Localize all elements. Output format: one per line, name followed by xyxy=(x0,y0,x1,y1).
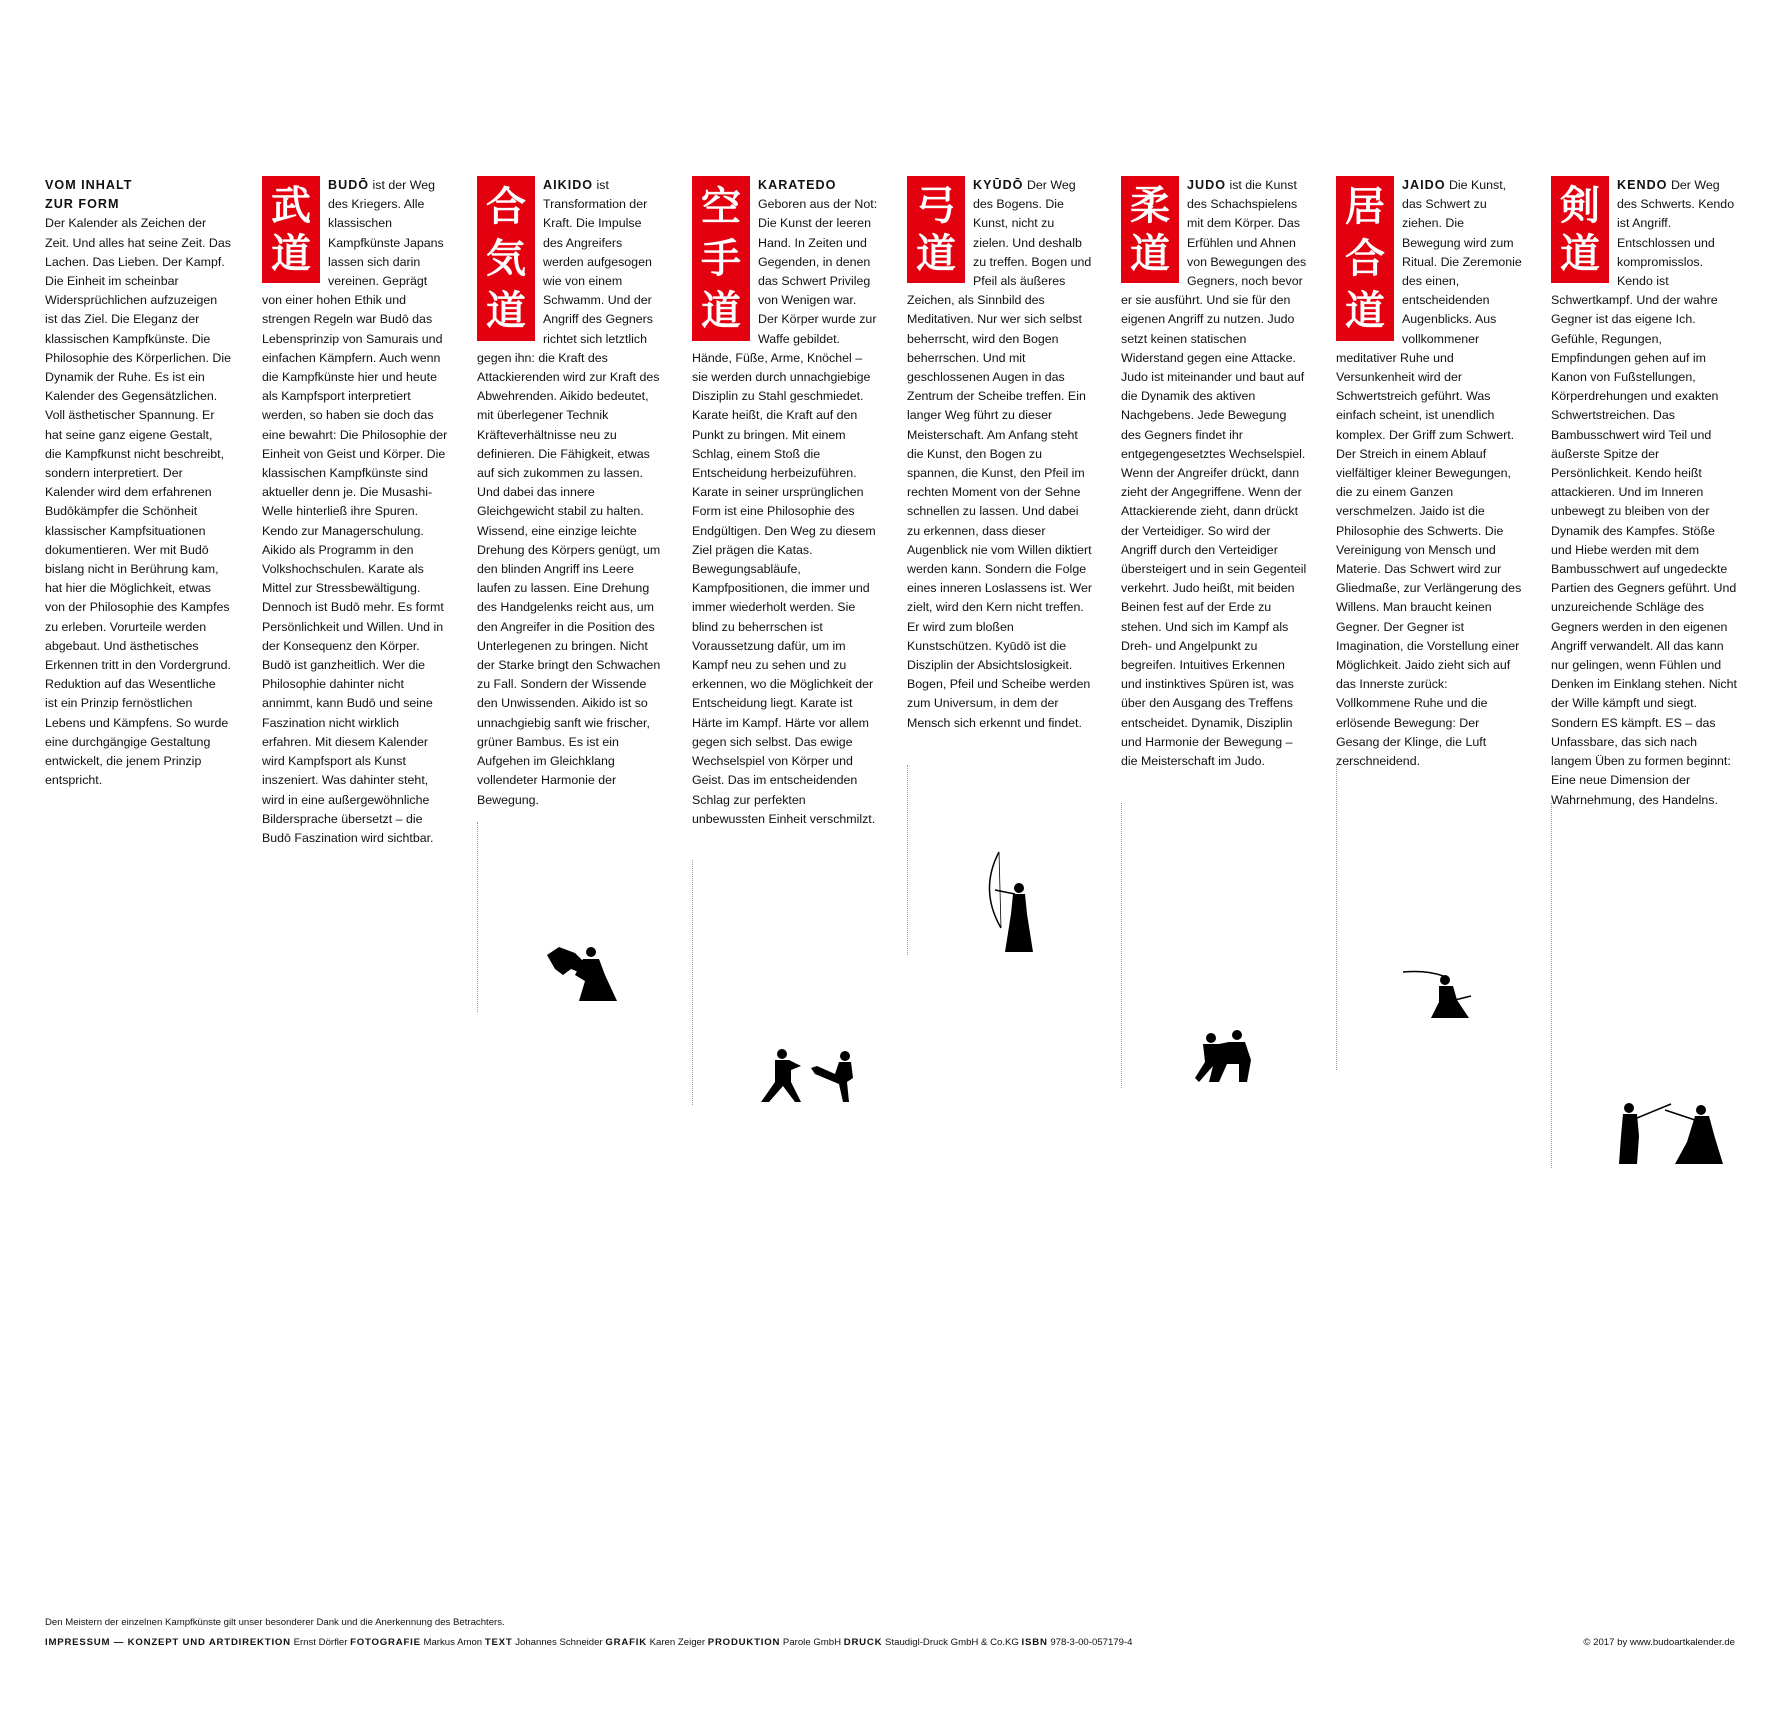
column-aikido xyxy=(477,176,663,810)
column-title: VOM INHALT ZUR FORM xyxy=(45,178,133,212)
column-text: Die Kunst, das Schwert zu ziehen. Die Bewegung wird zum Ritual. Die Zeremonie des einen, entscheidenden Augenblicks. Aus vollkommener meditativer Ruhe und Versunkenheit wird der Schwertstreich geführt. Was einfach scheint, ist unendlich komplex. Der Griff zum Schwert. Der Streich in einem Ablauf vielfältiger kleiner Bewegungen, die zu einem Ganzen verschmelzen. Jaido ist die Philosophie des Schwerts. Die Vereinigung von Mensch und Materie. Das Schwert wird zur Gliedmaße, zur Verlängerung des Willens. Man braucht keinen Gegner. Der Gegner ist Imagination, die Vorstellung einer Möglichkeit. Jaido zieht sich auf das Innerste zurück: Vollkommene Ruhe und die erlösende Bewegung: Der Gesang der Klinge, die Luft zerschneidend. xyxy=(1336,178,1522,769)
kanji-char: 剣 xyxy=(1560,181,1600,229)
judo-silhouette-icon xyxy=(1195,1030,1255,1085)
column-title: KARATEDO xyxy=(758,178,837,192)
kanji-char: 武 xyxy=(271,181,311,229)
kyudo-archer-silhouette-icon xyxy=(985,850,1035,955)
druck-label: DRUCK xyxy=(843,1637,883,1648)
isbn-label: ISBN xyxy=(1021,1637,1048,1648)
column-budo xyxy=(262,176,448,848)
aikido-silhouette-icon xyxy=(545,945,625,1005)
dotted-divider xyxy=(477,822,478,1012)
kanji-badge-kyudo xyxy=(907,176,965,283)
kanji-badge-aikido xyxy=(477,176,535,341)
fotografie-value: Markus Amon xyxy=(423,1637,483,1648)
text-label: TEXT xyxy=(484,1637,513,1648)
dotted-divider xyxy=(907,765,908,955)
dotted-divider xyxy=(1551,803,1552,1168)
isbn-value: 978-3-00-057179-4 xyxy=(1050,1637,1133,1648)
column-kyudo xyxy=(907,176,1093,733)
grafik-value: Karen Zeiger xyxy=(649,1637,706,1648)
column-text: ist die Kunst des Schachspielens mit dem Körper. Das Erfühlen und Ahnen von Bewegungen des Gegners, noch bevor er sie ausführt. Und sie für den eigenen Angriff zu nutzen. Judo setzt keinen statischen Widerstand gegen eine Attacke. Judo ist miteinander und baut auf die Dynamik des aktiven Nachgebens. Jede Bewegung des Gegners findet ihr entgegengesetztes Wechselspiel. Wenn der Angreifer drückt, dann zieht der Angegriffene. Wenn der Attackierende zieht, dann drückt der Verteidiger. So wird der Angriff durch den Verteidiger übersteigert und in sein Gegenteil verkehrt. Judo heißt, mit beiden Beinen fest auf der Erde zu stehen. Und sich im Kampf als Dreh- und Angelpunkt zu begreifen. Intuitives Erkennen und instinktives Spüren ist, was über den Ausgang des Treffens entscheidet. Dynamik, Disziplin und Harmonie der Bewegung – die Meisterschaft im Judo. xyxy=(1121,178,1307,769)
kanji-badge-budo xyxy=(262,176,320,283)
kanji-badge-karatedo xyxy=(692,176,750,341)
impressum-label: IMPRESSUM — KONZEPT UND ARTDIREKTION xyxy=(45,1637,291,1648)
kanji-char: 弓 xyxy=(916,181,956,229)
kanji-char: 合 xyxy=(486,182,526,230)
kanji-char: 道 xyxy=(271,229,311,277)
produktion-value: Parole GmbH xyxy=(782,1637,842,1648)
produktion-label: PRODUKTION xyxy=(707,1637,781,1648)
fotografie-label: FOTOGRAFIE xyxy=(350,1637,421,1648)
column-text: Der Kalender als Zeichen der Zeit. Und alles hat seine Zeit. Das Lachen. Das Lieben. Der Kampf. Die Einheit im scheinbar Widersprüchlichen aufzuzeigen ist das Ziel. Die Eleganz der klassischen Kampfkünste. Die Philosophie des Körperlichen. Die Dynamik der Ruhe. Es ist ein Kalender des Gegensätzlichen. Voll ästhetischer Spannung. Er hat seine ganz eigene Gestalt, die Kampfkunst nicht beschreibt, sondern interpretiert. Der Kalender wird dem erfahrenen Budōkämpfer die Schönheit klassischer Kampfsituationen dokumentieren. Wer mit Budō bislang nicht in Berührung kam, hat hier die Möglichkeit, etwas von der Philosophie des Kampfes zu erleben. Vorurteile werden abgebaut. Und ästhetisches Erkennen tritt in den Vordergrund. Reduktion auf das Wesentliche ist ein Prinzip fernöstlichen Lebens und Kämpfens. So wurde eine durchgängige Gestaltung entwickelt, die jenem Prinzip entspricht. xyxy=(45,216,231,788)
column-intro xyxy=(45,176,231,791)
kanji-badge-kendo xyxy=(1551,176,1609,283)
kanji-char: 道 xyxy=(701,286,741,334)
column-text: ist Transformation der Kraft. Die Impulse des Angreifers werden aufgesogen wie von einem Schwamm. Und der Angriff des Gegners richtet sich letztlich gegen ihn: die Kraft des Attackierenden wird zur Kraft des Abwehrenden. Aikido bedeutet, mit überlegener Technik Kräfteverhältnisse neu zu definieren. Die Fähigkeit, etwas auf sich zukommen zu lassen. Und dabei das innere Gleichgewicht stabil zu halten. Wissend, eine einzige leichte Drehung des Körpers genügt, um den blinden Angriff ins Leere laufen zu lassen. Eine Drehung des Handgelenks reicht aus, um den Angreifer in die Position des Unterlegenen zu bringen. Nicht der Starke bringt den Schwachen zu Fall. Sondern der Wissende den Unwissenden. Aikido ist so unnachgiebig sanft wie frischer, grüner Bambus. Es ist ein Aufgehen im Gleichklang vollendeter Harmonie der Bewegung. xyxy=(477,178,661,807)
column-karatedo xyxy=(692,176,878,829)
kanji-char: 道 xyxy=(1560,229,1600,277)
column-title: JAIDO xyxy=(1402,178,1446,192)
jaido-swordsman-silhouette-icon xyxy=(1403,970,1475,1020)
column-text: Geboren aus der Not: Die Kunst der leeren Hand. In Zeiten und Gegenden, in denen das Schwert Privileg von Wenigen war. Der Körper wurde zur Waffe gebildet. Hände, Füße, Arme, Knöchel – sie werden durch unnachgiebige Disziplin zu Stahl geschmiedet. Karate heißt, die Kraft auf den Punkt zu bringen. Mit einem Schlag, einem Stoß die Entscheidung herbeizuführen. Karate in seiner ursprünglichen Form ist eine Philosophie des Endgültigen. Den Weg zu diesem Ziel prägen die Katas. Bewegungsabläufe, Kampfpositionen, die immer und immer wiederholt werden. Sie blind zu beherrschen ist Voraussetzung dafür, um im Kampf neu zu sehen und zu erkennen, wo die Möglichkeit der Entscheidung liegt. Karate ist Härte im Kampf. Härte vor allem gegen sich selbst. Das ewige Wechselspiel von Körper und Geist. Das im entscheidenden Schlag zur perfekten unbewussten Einheit verschmilzt. xyxy=(692,197,878,826)
footer-impressum xyxy=(45,1636,1133,1649)
column-title: AIKIDO xyxy=(543,178,594,192)
text-value: Johannes Schneider xyxy=(515,1637,603,1648)
kanji-char: 道 xyxy=(916,229,956,277)
kanji-char: 合 xyxy=(1345,234,1385,282)
column-judo xyxy=(1121,176,1307,771)
kanji-char: 居 xyxy=(1345,182,1385,230)
column-text: Der Weg des Bogens. Die Kunst, nicht zu zielen. Und deshalb zu treffen. Bogen und Pfeil als äußeres Zeichen, als Sinnbild des Meditativen. Nur wer sich selbst beherrscht, wird den Bogen beherrschen. Und mit geschlossenen Augen in das Zentrum der Scheibe treffen. Ein langer Weg führt zu dieser Meisterschaft. Am Anfang steht die Kunst, den Bogen zu spannen, die Kunst, den Pfeil im rechten Moment von der Sehne schnellen zu lassen. Und dabei zu erkennen, dass dieser Augenblick nie vom Willen diktiert werden kann. Sondern die Folge eines inneren Loslassens ist. Wer zielt, wird den Kern nicht treffen. Er wird zum bloßen Kunstschützen. Kyūdō ist die Disziplin der Absichtslosigkeit. Bogen, Pfeil und Scheibe werden zum Universum, in dem der Mensch sich erkennt und findet. xyxy=(907,178,1093,730)
karate-silhouette-icon xyxy=(755,1048,860,1104)
kendo-silhouette-icon xyxy=(1615,1098,1725,1166)
kanji-badge-jaido xyxy=(1336,176,1394,341)
column-text: ist der Weg des Kriegers. Alle klassischen Kampfkünste Japans lassen sich darin vereinen. Geprägt von einer hohen Ethik und strengen Regeln war Budō das Lebensprinzip von Samurais und einfachen Kämpfern. Auch wenn die Kampfkünste hier und heute als Kampfsport interpretiert werden, so haben sie doch das eine bewahrt: Die Philosophie der Einheit von Geist und Körper. Die klassischen Kampfkünste sind aktueller denn je. Die Musashi-Welle hinterließ ihre Spuren. Kendo zur Managerschulung. Aikido als Programm in den Volkshochschulen. Karate als Mittel zur Stressbewältigung. Dennoch ist Budō mehr. Es formt Persönlichkeit und Willen. Und in der Konsequenz den Körper. Budō ist ganzheitlich. Wer die Philosophie dahinter nicht annimmt, kann Budō und seine Faszination nicht wirklich erfahren. Mit diesem Kalender wird Kampfsport als Kunst inszeniert. Was dahinter steht, wird in eine außergewöhnliche Bildersprache übersetzt – die Budō Faszination wird sichtbar. xyxy=(262,178,448,845)
kanji-char: 道 xyxy=(1130,229,1170,277)
dotted-divider xyxy=(692,860,693,1105)
footer-thanks: Den Meistern der einzelnen Kampfkünste gilt unser besonderer Dank und die Anerkennung des Betrachters. xyxy=(45,1617,505,1628)
column-kendo xyxy=(1551,176,1737,810)
column-title: KYŪDŌ xyxy=(973,178,1024,192)
konzept-value: Ernst Dörfler xyxy=(293,1637,348,1648)
kanji-char: 道 xyxy=(486,286,526,334)
kanji-char: 道 xyxy=(1345,286,1385,334)
druck-value: Staudigl-Druck GmbH & Co.KG xyxy=(885,1637,1019,1648)
kanji-char: 柔 xyxy=(1130,181,1170,229)
dotted-divider xyxy=(1336,765,1337,1070)
column-title: KENDO xyxy=(1617,178,1668,192)
footer-copyright: © 2017 by www.budoartkalender.de xyxy=(1583,1637,1735,1648)
column-title: JUDO xyxy=(1187,178,1226,192)
dotted-divider xyxy=(1121,803,1122,1088)
kanji-char: 手 xyxy=(701,234,741,282)
kanji-char: 気 xyxy=(486,234,526,282)
kanji-char: 空 xyxy=(701,182,741,230)
column-title: BUDŌ xyxy=(328,178,370,192)
grafik-label: GRAFIK xyxy=(605,1637,647,1648)
column-jaido xyxy=(1336,176,1522,771)
kanji-badge-judo xyxy=(1121,176,1179,283)
column-text: Der Weg des Schwerts. Kendo ist Angriff. Entschlossen und kompromisslos. Kendo ist Schwertkampf. Und der wahre Gegner ist das eigene Ich. Gefühle, Regungen, Empfindungen gehen auf im Kanon von Fußstellungen, Körperdrehungen und exakten Schwertstreichen. Das Bambusschwert wird Teil und äußerste Spitze der Persönlichkeit. Kendo heißt attackieren. Und im Inneren unbewegt zu bleiben von der Dynamik des Kampfes. Stöße und Hiebe werden mit dem Bambusschwert auf ungedeckte Partien des Gegners geführt. Und unzureichende Schläge des Gegners werden in den eigenen Angriff verwandelt. All das kann nur gelingen, wenn Fühlen und Denken im Einklang stehen. Nicht der Wille kämpft und siegt. Sondern ES kämpft. ES – das Unfassbare, das sich nach langem Üben zu formen beginnt: Eine neue Dimension der Wahrnehmung, des Handelns. xyxy=(1551,178,1737,807)
